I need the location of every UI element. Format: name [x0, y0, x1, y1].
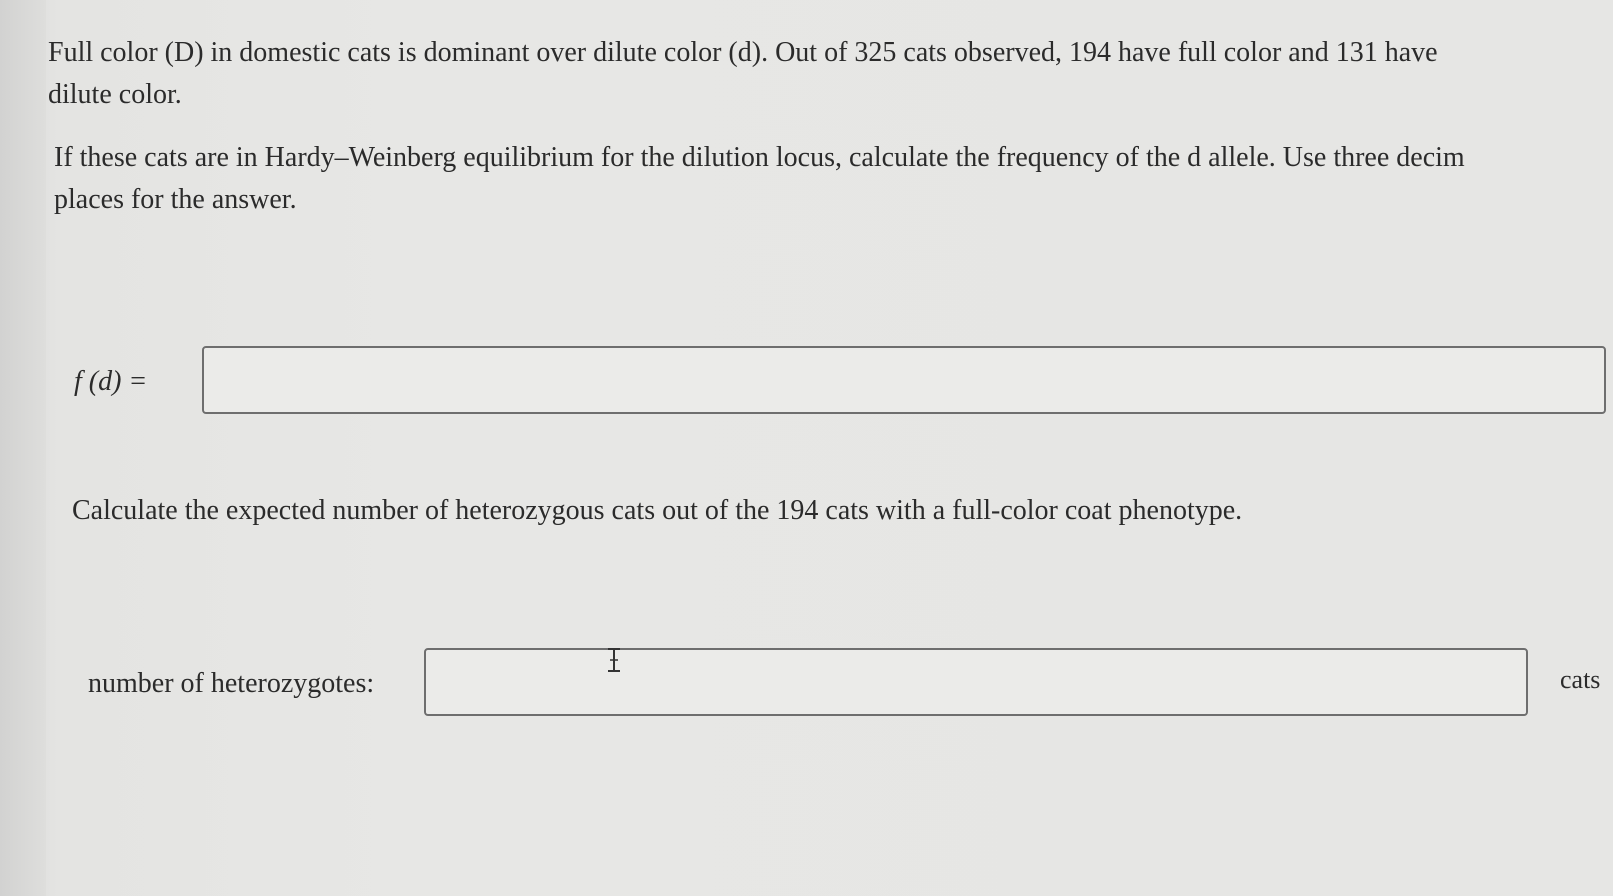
heterozygotes-label: number of heterozygotes: — [88, 668, 375, 699]
question-intro-line1: Full color (D) in domestic cats is dominant over dilute color (d). Out of 325 cats observed, 194 have full color and 131 have — [48, 37, 1438, 68]
frequency-label: f (d) = — [74, 366, 148, 397]
frequency-input[interactable] — [202, 346, 1606, 414]
screen-edge — [0, 0, 46, 896]
heterozygotes-input[interactable] — [424, 648, 1528, 716]
question-part1-line2: places for the answer. — [54, 184, 297, 215]
question-part1-line1: If these cats are in Hardy–Weinberg equilibrium for the dilution locus, calculate the frequency of the d allele. Use three decim — [54, 142, 1465, 173]
unit-label: cats — [1560, 665, 1601, 694]
text-cursor-icon — [604, 646, 624, 674]
question-part1 — [54, 137, 1613, 221]
question-intro — [48, 32, 1613, 116]
question-part2: Calculate the expected number of heterozygous cats out of the 194 cats with a full-color coat phenotype. — [72, 495, 1243, 526]
question-intro-line2: dilute color. — [48, 79, 182, 110]
